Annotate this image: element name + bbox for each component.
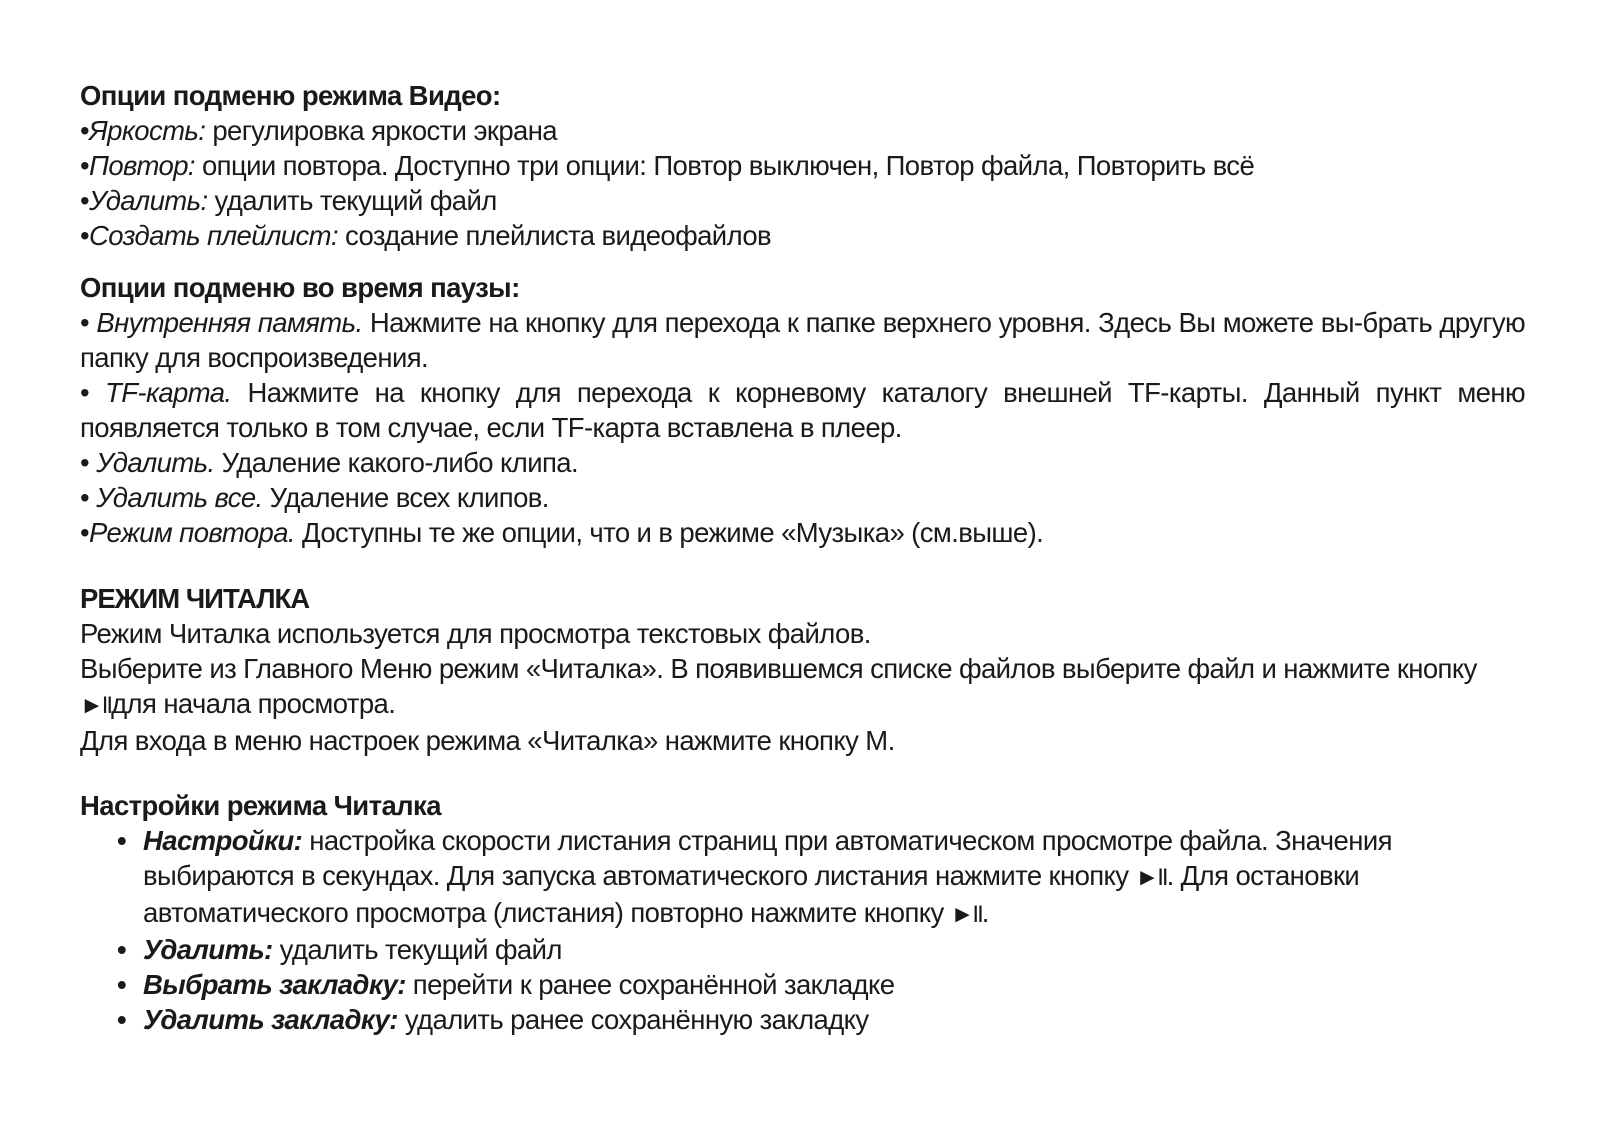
bullet: • — [80, 482, 90, 513]
item-term: Яркость: — [89, 115, 206, 146]
item-text: удалить ранее сохранённую закладку — [397, 1004, 869, 1035]
reader-settings-list — [80, 823, 1525, 1037]
item-term: Удалить. — [96, 447, 215, 478]
item-text: настройка скорости листания страниц при автоматическом просмотре файла. Значения выбираются в секундах. Для запуска автоматического листания нажмите кнопку — [143, 825, 1392, 891]
reader-menu-line — [80, 723, 1525, 758]
reader-mode-heading: РЕЖИМ ЧИТАЛКА — [80, 583, 310, 614]
bullet: • — [80, 115, 90, 146]
list-item — [80, 480, 1525, 515]
bullet: • — [80, 185, 90, 216]
item-text: . Для остановки автоматического просмотра (листания) повторно нажмите кнопку — [143, 860, 1360, 928]
list-item — [117, 932, 1525, 967]
list-item — [117, 1002, 1525, 1037]
bullet: • — [80, 447, 90, 478]
instruction-text: Для входа в меню настроек режима «Читалка» нажмите кнопку — [80, 725, 866, 756]
item-term: Выбрать закладку: — [143, 969, 406, 1000]
reader-settings-heading: Настройки режима Читалка — [80, 790, 441, 821]
bullet: • — [80, 307, 90, 338]
item-term: Удалить: — [89, 185, 208, 216]
list-item — [80, 148, 1525, 183]
list-item — [80, 183, 1525, 218]
play-pause-icon: ►II — [80, 692, 112, 719]
item-text: удалить текущий файл — [207, 185, 497, 216]
reader-mode-section — [80, 581, 1525, 758]
item-term: Удалить закладку: — [143, 1004, 398, 1035]
manual-page — [80, 78, 1525, 1037]
item-term: Создать плейлист: — [89, 220, 338, 251]
instruction-text: . — [887, 725, 895, 756]
reader-settings-section — [80, 788, 1525, 1037]
item-text: Доступны те же опции, что и в режиме «Музыка» (см.выше). — [294, 517, 1044, 548]
list-item — [80, 515, 1525, 550]
bullet: • — [117, 825, 127, 856]
item-text: регулировка яркости экрана — [205, 115, 557, 146]
bullet: • — [80, 150, 90, 181]
video-submenu-heading: Опции подменю режима Видео: — [80, 80, 501, 111]
item-text: Удаление всех клипов. — [262, 482, 549, 513]
item-term: Настройки: — [143, 825, 303, 856]
item-text: опции повтора. Доступно три опции: Повтор выключен, Повтор файла, Повторить всё — [194, 150, 1255, 181]
bullet: • — [117, 969, 127, 1000]
list-item — [80, 375, 1525, 445]
bullet: • — [117, 1004, 127, 1035]
bullet: • — [117, 934, 127, 965]
reader-instructions-line — [80, 651, 1525, 723]
play-pause-icon: ►II — [950, 901, 982, 928]
bullet: • — [80, 517, 90, 548]
item-term: TF-карта. — [105, 377, 232, 408]
m-key-label: M — [865, 725, 888, 756]
item-text: Нажмите на кнопку для перехода к папке верхнего уровня. Здесь Вы можете вы-брать другую папку для воспроизведения. — [80, 307, 1525, 373]
list-item — [80, 218, 1525, 253]
list-item — [80, 445, 1525, 480]
item-text: Удаление какого-либо клипа. — [214, 447, 578, 478]
bullet: • — [80, 377, 90, 408]
item-text: удалить текущий файл — [272, 934, 562, 965]
play-pause-icon: ►II — [1135, 864, 1167, 891]
list-item — [80, 305, 1525, 375]
list-item — [117, 967, 1525, 1002]
list-item — [80, 113, 1525, 148]
instruction-text: для начала просмотра. — [111, 688, 396, 719]
item-text: . — [981, 897, 989, 928]
item-term: Повтор: — [89, 150, 195, 181]
item-text: перейти к ранее сохранённой закладке — [405, 969, 895, 1000]
item-term: Удалить все. — [96, 482, 263, 513]
pause-submenu-heading: Опции подменю во время паузы: — [80, 272, 520, 303]
item-term: Удалить: — [143, 934, 273, 965]
instruction-text: Выберите из Главного Меню режим «Читалка». В появившемся списке файлов выберите файл и нажмите кнопку — [80, 653, 1477, 684]
item-text: Нажмите на кнопку для перехода к корневому каталогу внешней TF-карты. Данный пункт меню появляется только в том случае, если TF-карта вставлена в плеер. — [80, 377, 1525, 443]
reader-intro-line: Режим Читалка используется для просмотра текстовых файлов. — [80, 618, 871, 649]
pause-submenu-section — [80, 270, 1525, 550]
list-item — [117, 823, 1525, 932]
item-term: Режим повтора. — [89, 517, 295, 548]
item-term: Внутренняя память. — [96, 307, 363, 338]
item-text: создание плейлиста видеофайлов — [338, 220, 772, 251]
video-submenu-section — [80, 78, 1525, 253]
bullet: • — [80, 220, 90, 251]
